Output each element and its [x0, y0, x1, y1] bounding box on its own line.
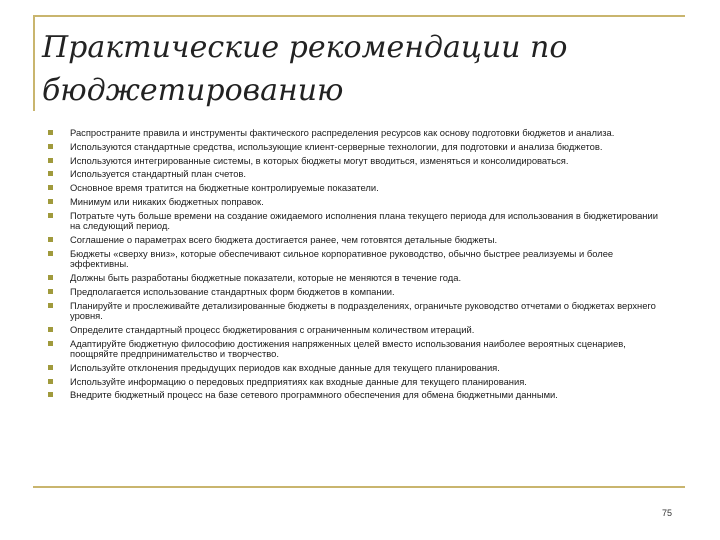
- list-item-text: Используются стандартные средства, использующие клиент-серверные технологии, для подготовки и анализа бюджетов.: [70, 140, 603, 152]
- list-item: [48, 363, 664, 373]
- list-item: [48, 273, 664, 283]
- list-item: [48, 142, 664, 152]
- list-item-text: Используется стандартный план счетов.: [70, 168, 247, 180]
- list-item-text: Бюджеты «сверху вниз», которые обеспечивают сильное корпоративное руководство, обычно быстрее реализуемы и более эффективны.: [70, 247, 614, 270]
- list-item: [48, 197, 664, 207]
- list-item-text: Потратьте чуть больше времени на создание ожидаемого исполнения плана текущего периода для использования в бюджетировании на следующий период.: [70, 209, 658, 232]
- square-bullet-icon: [48, 130, 53, 135]
- square-bullet-icon: [48, 392, 53, 397]
- frame-bottom-line: [33, 486, 685, 488]
- list-item: [48, 377, 664, 387]
- list-item: [48, 249, 664, 270]
- square-bullet-icon: [48, 303, 53, 308]
- list-item: [48, 301, 664, 322]
- list-item-text: Распространите правила и инструменты фактического распределения ресурсов как основу подготовки бюджетов и анализа.: [70, 127, 615, 138]
- list-item: [48, 235, 664, 245]
- square-bullet-icon: [48, 158, 53, 163]
- list-item: [48, 183, 664, 193]
- page-number: 75: [662, 508, 673, 518]
- list-item-text: Используются интегрированные системы, в которых бюджеты могут вводиться, изменяться и консолидироваться.: [70, 154, 569, 166]
- list-item: [48, 169, 664, 179]
- list-item-text: Внедрите бюджетный процесс на базе сетевого программного обеспечения для обмена бюджетными данными.: [70, 389, 558, 401]
- square-bullet-icon: [48, 275, 53, 280]
- square-bullet-icon: [48, 144, 53, 149]
- square-bullet-icon: [48, 213, 53, 218]
- recommendations-list: [48, 128, 664, 404]
- square-bullet-icon: [48, 365, 53, 370]
- list-item-text: Адаптируйте бюджетную философию достижения напряженных целей вместо использования наиболее вероятных сценариев, поощряйте предпринимательство и творчество.: [70, 337, 626, 359]
- frame-left-line: [33, 15, 35, 111]
- list-item: [48, 390, 664, 400]
- square-bullet-icon: [48, 251, 53, 256]
- list-item: [48, 211, 664, 232]
- list-item-text: Используйте отклонения предыдущих периодов как входные данные для текущего планирования.: [70, 361, 500, 373]
- square-bullet-icon: [48, 237, 53, 242]
- list-item-text: Определите стандартный процесс бюджетирования с ограниченным количеством итераций.: [70, 323, 475, 335]
- list-item-text: Основное время тратится на бюджетные контролируемые показатели.: [70, 182, 379, 194]
- list-item-text: Минимум или никаких бюджетных поправок.: [70, 195, 264, 207]
- list-item-text: Должны быть разработаны бюджетные показатели, которые не меняются в течение года.: [70, 271, 462, 283]
- square-bullet-icon: [48, 341, 53, 346]
- slide-title: Практические рекомендации по бюджетированию: [42, 30, 568, 108]
- frame-top-line: [33, 15, 685, 17]
- list-item-text: Соглашение о параметрах всего бюджета достигается ранее, чем готовятся детальные бюджеты.: [70, 233, 498, 245]
- square-bullet-icon: [48, 379, 53, 384]
- list-item-text: Планируйте и прослеживайте детализированные бюджеты в подразделениях, ограничьте руководство отчетами о бюджетах верхнего уровня.: [70, 299, 656, 321]
- list-item: [48, 287, 664, 297]
- square-bullet-icon: [48, 199, 53, 204]
- list-item: [48, 156, 664, 166]
- list-item: [48, 339, 664, 360]
- list-item-text: Используйте информацию о передовых предприятиях как входные данные для текущего планирования.: [70, 375, 527, 387]
- square-bullet-icon: [48, 289, 53, 294]
- list-item-text: Предполагается использование стандартных форм бюджетов в компании.: [70, 285, 395, 297]
- list-item: [48, 325, 664, 335]
- square-bullet-icon: [48, 327, 53, 332]
- square-bullet-icon: [48, 185, 53, 190]
- list-item: [48, 128, 664, 138]
- square-bullet-icon: [48, 171, 53, 176]
